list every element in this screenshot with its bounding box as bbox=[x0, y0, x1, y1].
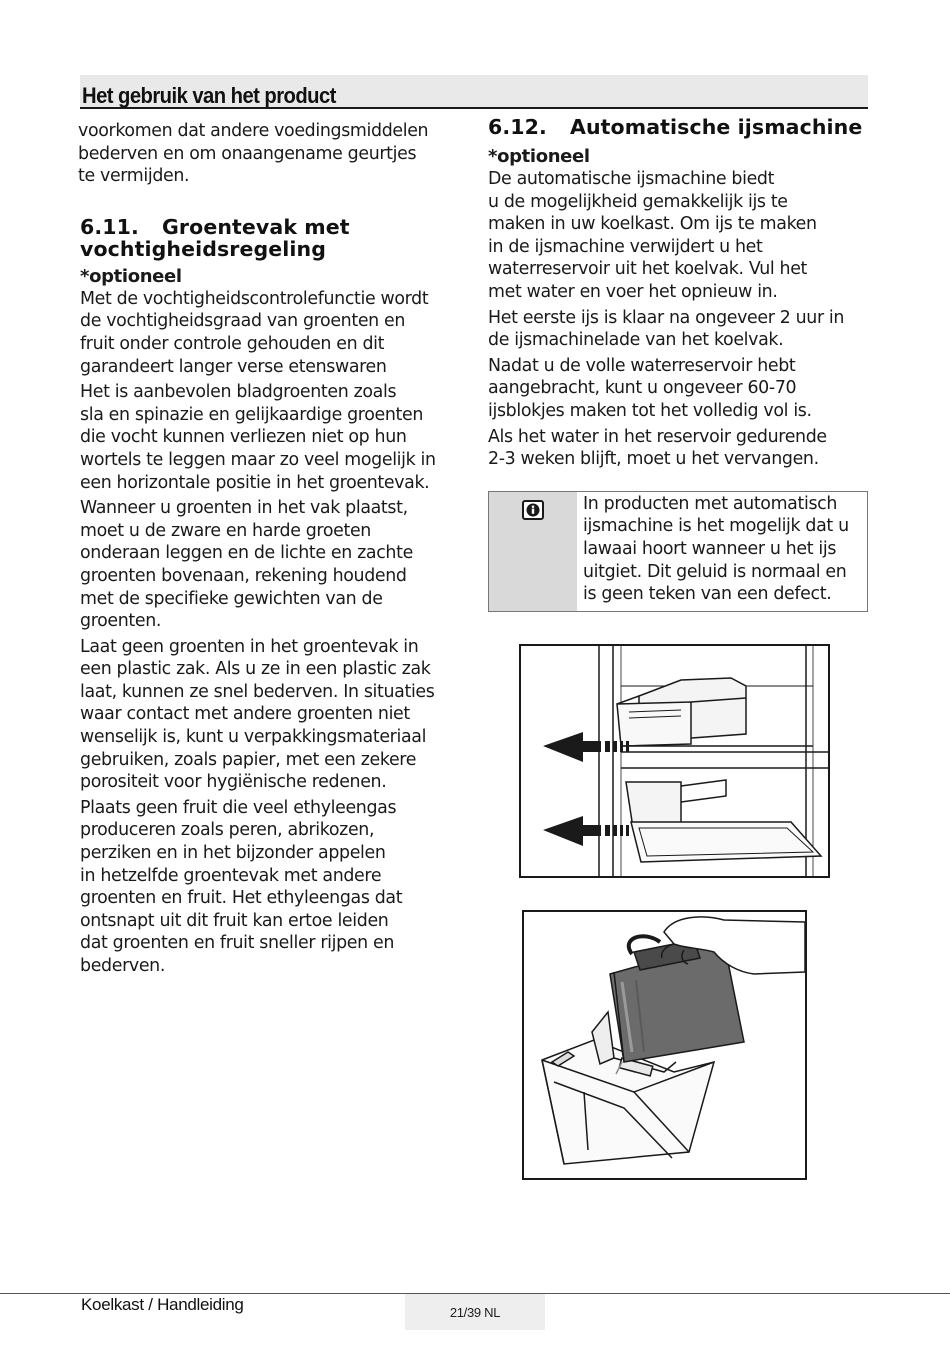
figure-water-reservoir-removal bbox=[519, 644, 830, 878]
paragraph: Nadat u de volle waterreservoir hebt aangebracht, kunt u ongeveer 60-70 ijsblokjes maken tot het volledig vol is. bbox=[488, 355, 812, 421]
right-column bbox=[488, 116, 870, 612]
section-title-6-11 bbox=[80, 216, 465, 260]
info-icon-cell bbox=[489, 492, 577, 611]
section-title-text: Automatische ijsmachine bbox=[570, 115, 863, 139]
section-title-6-12 bbox=[488, 116, 870, 138]
figure-filling-reservoir bbox=[522, 910, 807, 1180]
section-number: 6.12. bbox=[488, 115, 547, 139]
footer-page-number: 21/39 NL bbox=[405, 1294, 545, 1330]
pitcher-filling-reservoir-illustration bbox=[524, 912, 805, 1178]
paragraph: Het is aanbevolen bladgroenten zoals sla en spinazie en gelijkaardige groenten die vocht kunnen verliezen niet op hun wortels te leggen maar zo veel mogelijk in een horizontale positie in het groentevak. bbox=[80, 382, 436, 493]
paragraph: Laat geen groenten in het groentevak in een plastic zak. Als u ze in een plastic zak laat, kunnen ze snel bederven. In situaties waar contact met andere groenten niet wenselijk is, kunt u verpakkingsmateriaal gebruiken, zoals papier, met een zekere porositeit voor hygiënische redenen. bbox=[80, 636, 435, 793]
lead-text: voorkomen dat andere voedingsmiddelen bederven en om onaangename geurtjes te vermijden. bbox=[78, 121, 429, 187]
paragraph: Als het water in het reservoir gedurende 2-3 weken blijft, moet u het vervangen. bbox=[488, 426, 827, 470]
paragraph: De automatische ijsmachine biedt u de mogelijkheid gemakkelijk ijs te maken in uw koelkast. Om ijs te maken in de ijsmachine verwijdert u het waterreservoir uit het koelvak. Vul het met water en voer het opnieuw in. bbox=[488, 169, 817, 302]
section-number: 6.11. bbox=[80, 214, 139, 239]
info-icon bbox=[522, 500, 544, 520]
section-title-text: Groentevak met vochtigheidsregeling bbox=[80, 214, 350, 261]
info-note-box bbox=[488, 491, 868, 612]
header-bar bbox=[80, 75, 868, 109]
paragraph: Wanneer u groenten in het vak plaatst, moet u de zware en harde groeten onderaan leggen en de lichte en zachte groenten bovenaan, rekening houdend met de specifieke gewichten van de groenten. bbox=[80, 498, 413, 632]
info-note-text: In producten met automatisch ijsmachine is het mogelijk dat u lawaai hoort wanneer u het ijs uitgiet. Dit geluid is normaal en is geen teken van een defect. bbox=[583, 493, 849, 605]
paragraph: Plaats geen fruit die veel ethyleengas produceren zoals peren, abrikozen, perziken en in het bijzonder appelen in hetzelfde groentevak met andere groenten en fruit. Het ethyleengas dat ontsnapt uit dit fruit kan ertoe leiden dat groenten en fruit sneller rijpen en bederven. bbox=[80, 797, 403, 976]
paragraph: Met de vochtigheidscontrolefunctie wordt de vochtigheidsgraad van groenten en fruit onder controle gehouden en dit garandeert langer verse etenswaren bbox=[80, 288, 429, 377]
page-header-title: Het gebruik van het product bbox=[82, 83, 336, 108]
paragraph: Het eerste ijs is klaar na ongeveer 2 uur in de ijsmachinelade van het koelvak. bbox=[488, 307, 845, 351]
left-column bbox=[80, 120, 465, 981]
optional-label: *optioneel bbox=[488, 146, 590, 167]
footer-doc-title: Koelkast / Handleiding bbox=[81, 1295, 244, 1314]
optional-label: *optioneel bbox=[80, 265, 182, 287]
fridge-water-reservoir-removal-illustration bbox=[521, 646, 828, 876]
